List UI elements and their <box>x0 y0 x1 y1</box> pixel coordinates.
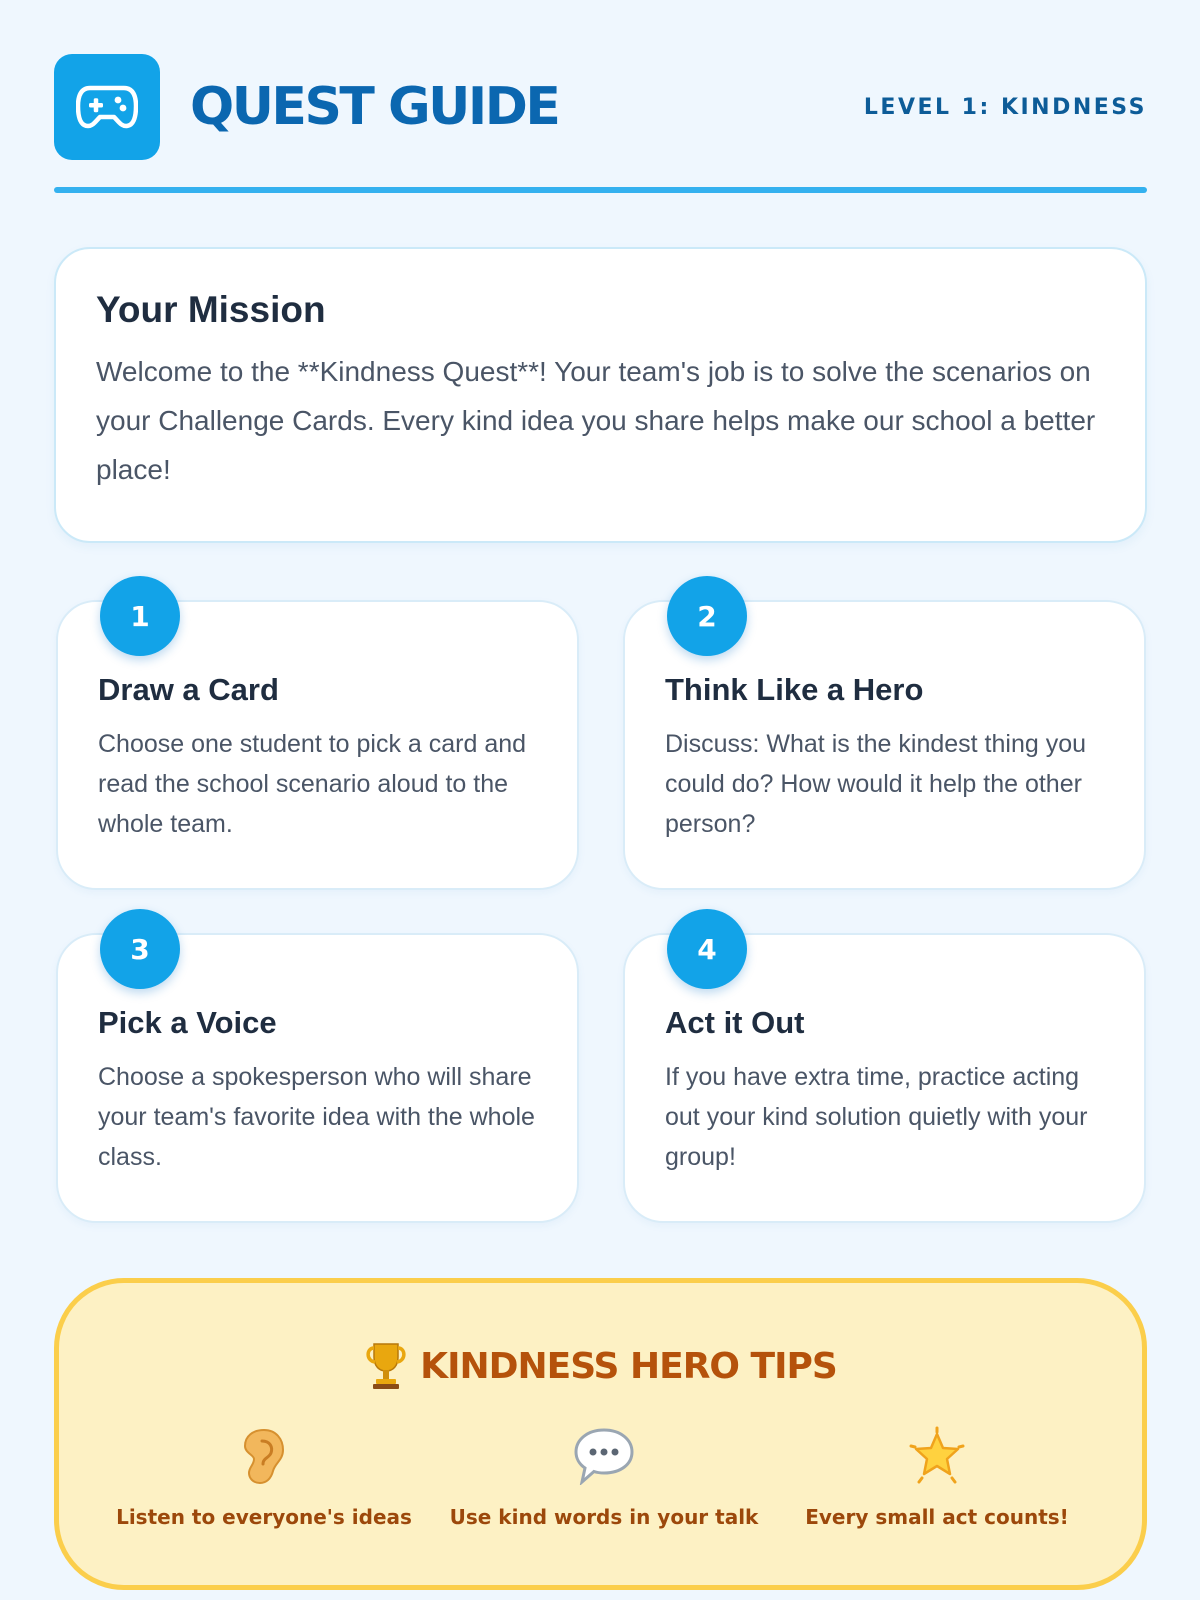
step-card-pick-a-voice <box>56 933 579 1223</box>
tip-label: Listen to everyone's ideas <box>116 1505 412 1529</box>
tip-item-listen <box>99 1423 429 1529</box>
step-title: Think Like a Hero <box>665 672 924 707</box>
tips-panel <box>54 1278 1147 1590</box>
tip-item-kind-words <box>439 1423 769 1529</box>
page-title: QUEST GUIDE <box>190 77 559 137</box>
step-title: Act it Out <box>665 1005 805 1040</box>
mission-text: Welcome to the **Kindness Quest**! Your team's job is to solve the scenarios on your Challenge Cards. Every kind idea you share helps make our school a better place! <box>96 356 1096 485</box>
logo-badge <box>54 54 160 160</box>
step-number-badge: 4 <box>667 909 747 989</box>
ear-icon <box>242 1427 286 1485</box>
mission-heading: Your Mission <box>96 289 326 330</box>
step-text: If you have extra time, practice acting out your kind solution quietly with your group! <box>665 1063 1088 1171</box>
header-divider <box>54 187 1147 193</box>
level-label: LEVEL 1: KINDNESS <box>863 94 1147 120</box>
speech-bubble-icon <box>573 1427 635 1485</box>
step-title: Pick a Voice <box>98 1005 277 1040</box>
tips-heading: KINDNESS HERO TIPS <box>420 1345 837 1387</box>
trophy-icon <box>364 1341 408 1391</box>
step-title: Draw a Card <box>98 672 279 707</box>
tip-label: Every small act counts! <box>805 1505 1069 1529</box>
header <box>54 54 1147 160</box>
step-number-badge: 3 <box>100 909 180 989</box>
step-number-badge: 1 <box>100 576 180 656</box>
star-icon <box>907 1426 967 1486</box>
step-card-draw-a-card <box>56 600 579 890</box>
tips-title <box>59 1341 1142 1391</box>
gamepad-icon <box>76 84 138 130</box>
step-text: Choose a spokesperson who will share your team's favorite idea with the whole class. <box>98 1063 535 1171</box>
mission-card <box>54 247 1147 543</box>
step-card-act-it-out <box>623 933 1146 1223</box>
tip-item-small-act <box>772 1423 1102 1529</box>
step-card-think-like-a-hero <box>623 600 1146 890</box>
step-text: Choose one student to pick a card and read the school scenario aloud to the whole team. <box>98 730 527 838</box>
tip-label: Use kind words in your talk <box>449 1505 759 1529</box>
step-number-badge: 2 <box>667 576 747 656</box>
step-text: Discuss: What is the kindest thing you could do? How would it help the other person? <box>665 730 1087 838</box>
